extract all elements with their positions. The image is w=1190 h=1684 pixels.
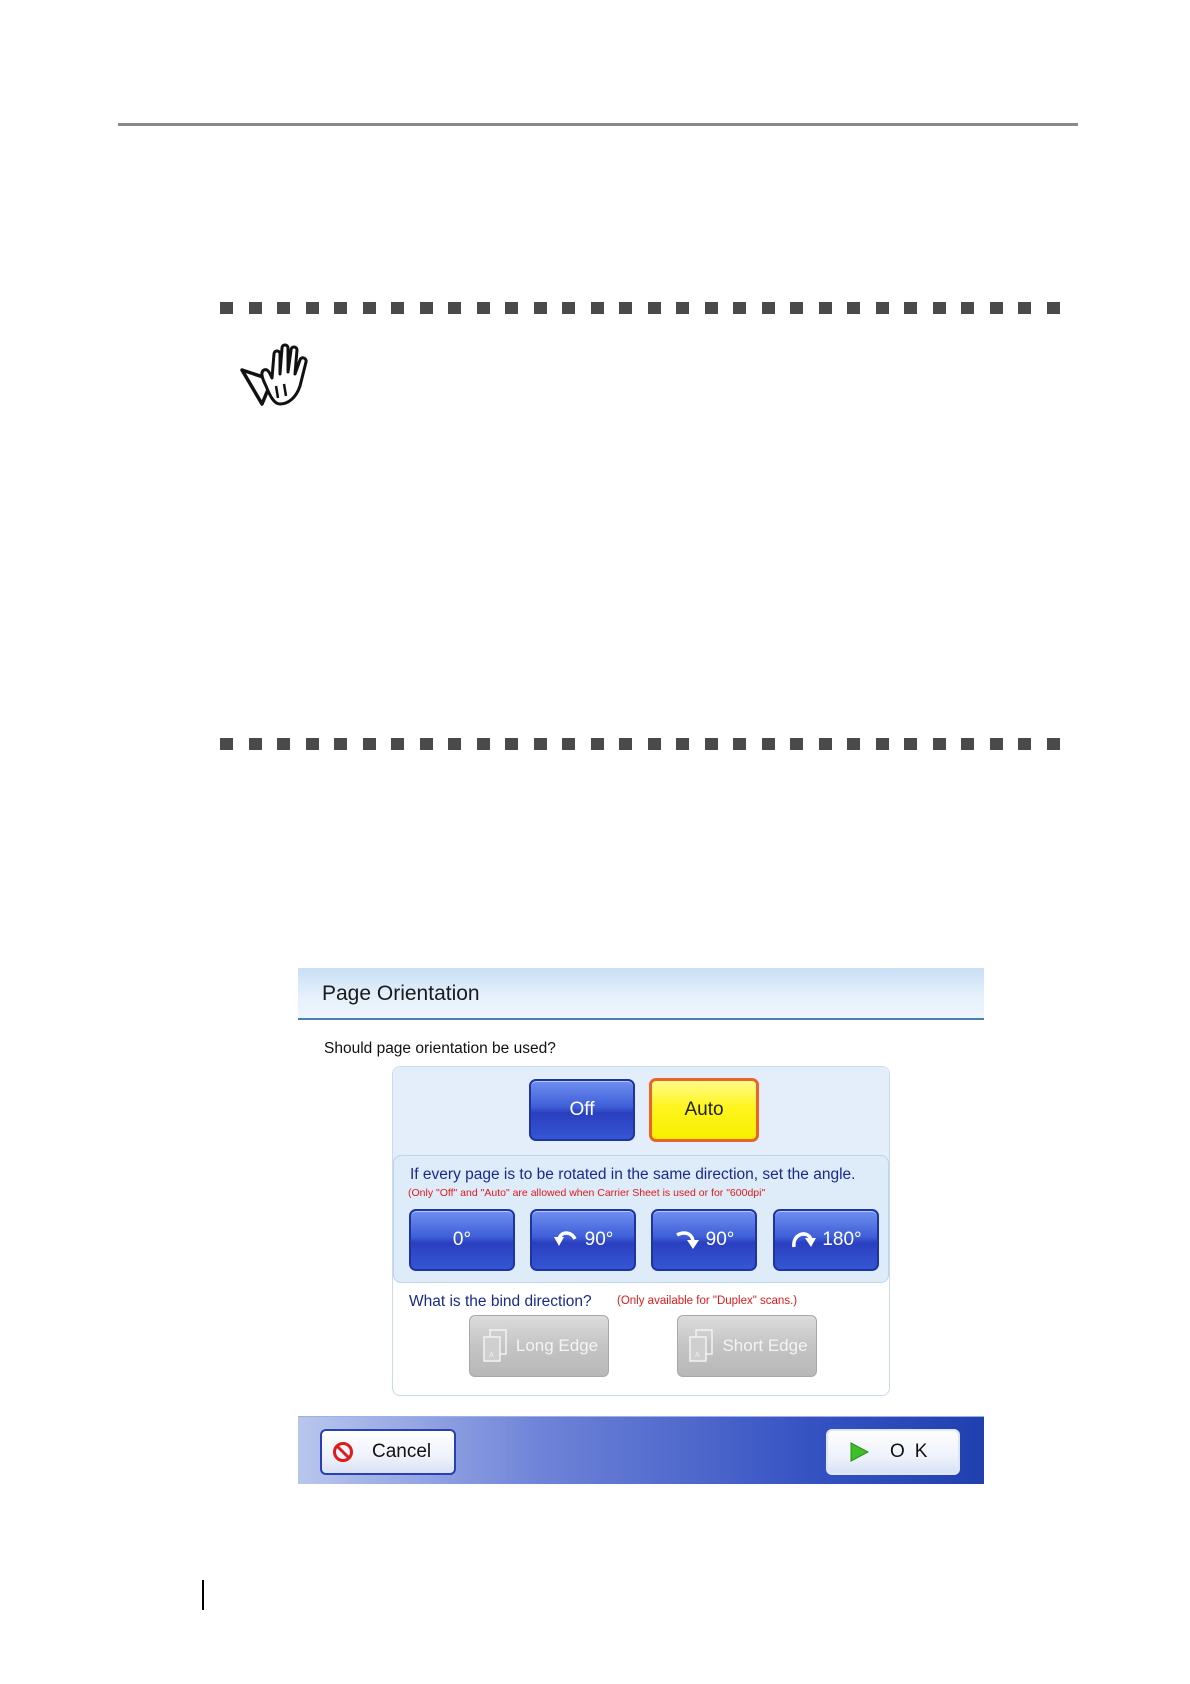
dialog-title: Page Orientation bbox=[322, 982, 480, 1005]
prohibited-icon bbox=[332, 1441, 354, 1463]
dialog-footer bbox=[298, 1416, 984, 1484]
short-edge-label: Short Edge bbox=[722, 1336, 808, 1355]
off-button[interactable] bbox=[529, 1079, 635, 1141]
short-edge-doc-icon bbox=[686, 1328, 716, 1364]
attention-border-bottom bbox=[220, 738, 1060, 750]
angle-180-label: 180° bbox=[822, 1229, 862, 1250]
long-edge-button[interactable] bbox=[469, 1315, 609, 1377]
page-orientation-dialog bbox=[298, 968, 984, 1484]
cancel-button[interactable] bbox=[320, 1429, 456, 1475]
long-edge-doc-icon bbox=[480, 1328, 510, 1364]
orientation-question: Should page orientation be used? bbox=[324, 1040, 556, 1057]
long-edge-label: Long Edge bbox=[515, 1336, 599, 1355]
angle-90-right-label: 90° bbox=[705, 1229, 735, 1250]
angle-0-label: 0° bbox=[452, 1229, 472, 1250]
page-margin-bar bbox=[202, 1580, 204, 1610]
svg-text:A: A bbox=[695, 1352, 701, 1359]
attention-hand-icon bbox=[238, 340, 314, 410]
ok-button[interactable] bbox=[826, 1429, 960, 1475]
play-arrow-icon bbox=[848, 1441, 870, 1463]
angle-90-left-label: 90° bbox=[584, 1229, 614, 1250]
off-button-label: Off bbox=[569, 1099, 595, 1120]
bind-note: (Only available for "Duplex" scans.) bbox=[617, 1295, 798, 1307]
dialog-header bbox=[298, 968, 984, 1020]
angle-90-left-button[interactable] bbox=[530, 1209, 636, 1271]
angle-180-button[interactable] bbox=[773, 1209, 879, 1271]
header-rule bbox=[118, 123, 1078, 126]
angle-note: (Only "Off" and "Auto" are allowed when Carrier Sheet is used or for "600dpi" bbox=[408, 1187, 766, 1199]
rotate-left-icon bbox=[553, 1229, 579, 1251]
angle-0-button[interactable] bbox=[409, 1209, 515, 1271]
bind-prompt: What is the bind direction? bbox=[409, 1293, 592, 1310]
rotate-right-icon bbox=[674, 1229, 700, 1251]
angle-prompt: If every page is to be rotated in the same direction, set the angle. bbox=[410, 1166, 856, 1183]
svg-text:A: A bbox=[488, 1352, 494, 1359]
ok-label: OK bbox=[890, 1441, 938, 1462]
options-panel bbox=[392, 1066, 890, 1396]
cancel-label: Cancel bbox=[372, 1441, 432, 1462]
auto-button-label: Auto bbox=[684, 1099, 724, 1120]
rotate-180-icon bbox=[790, 1229, 816, 1251]
short-edge-button[interactable] bbox=[677, 1315, 817, 1377]
auto-button[interactable] bbox=[649, 1078, 759, 1142]
angle-90-right-button[interactable] bbox=[651, 1209, 757, 1271]
attention-border-top bbox=[220, 302, 1060, 314]
